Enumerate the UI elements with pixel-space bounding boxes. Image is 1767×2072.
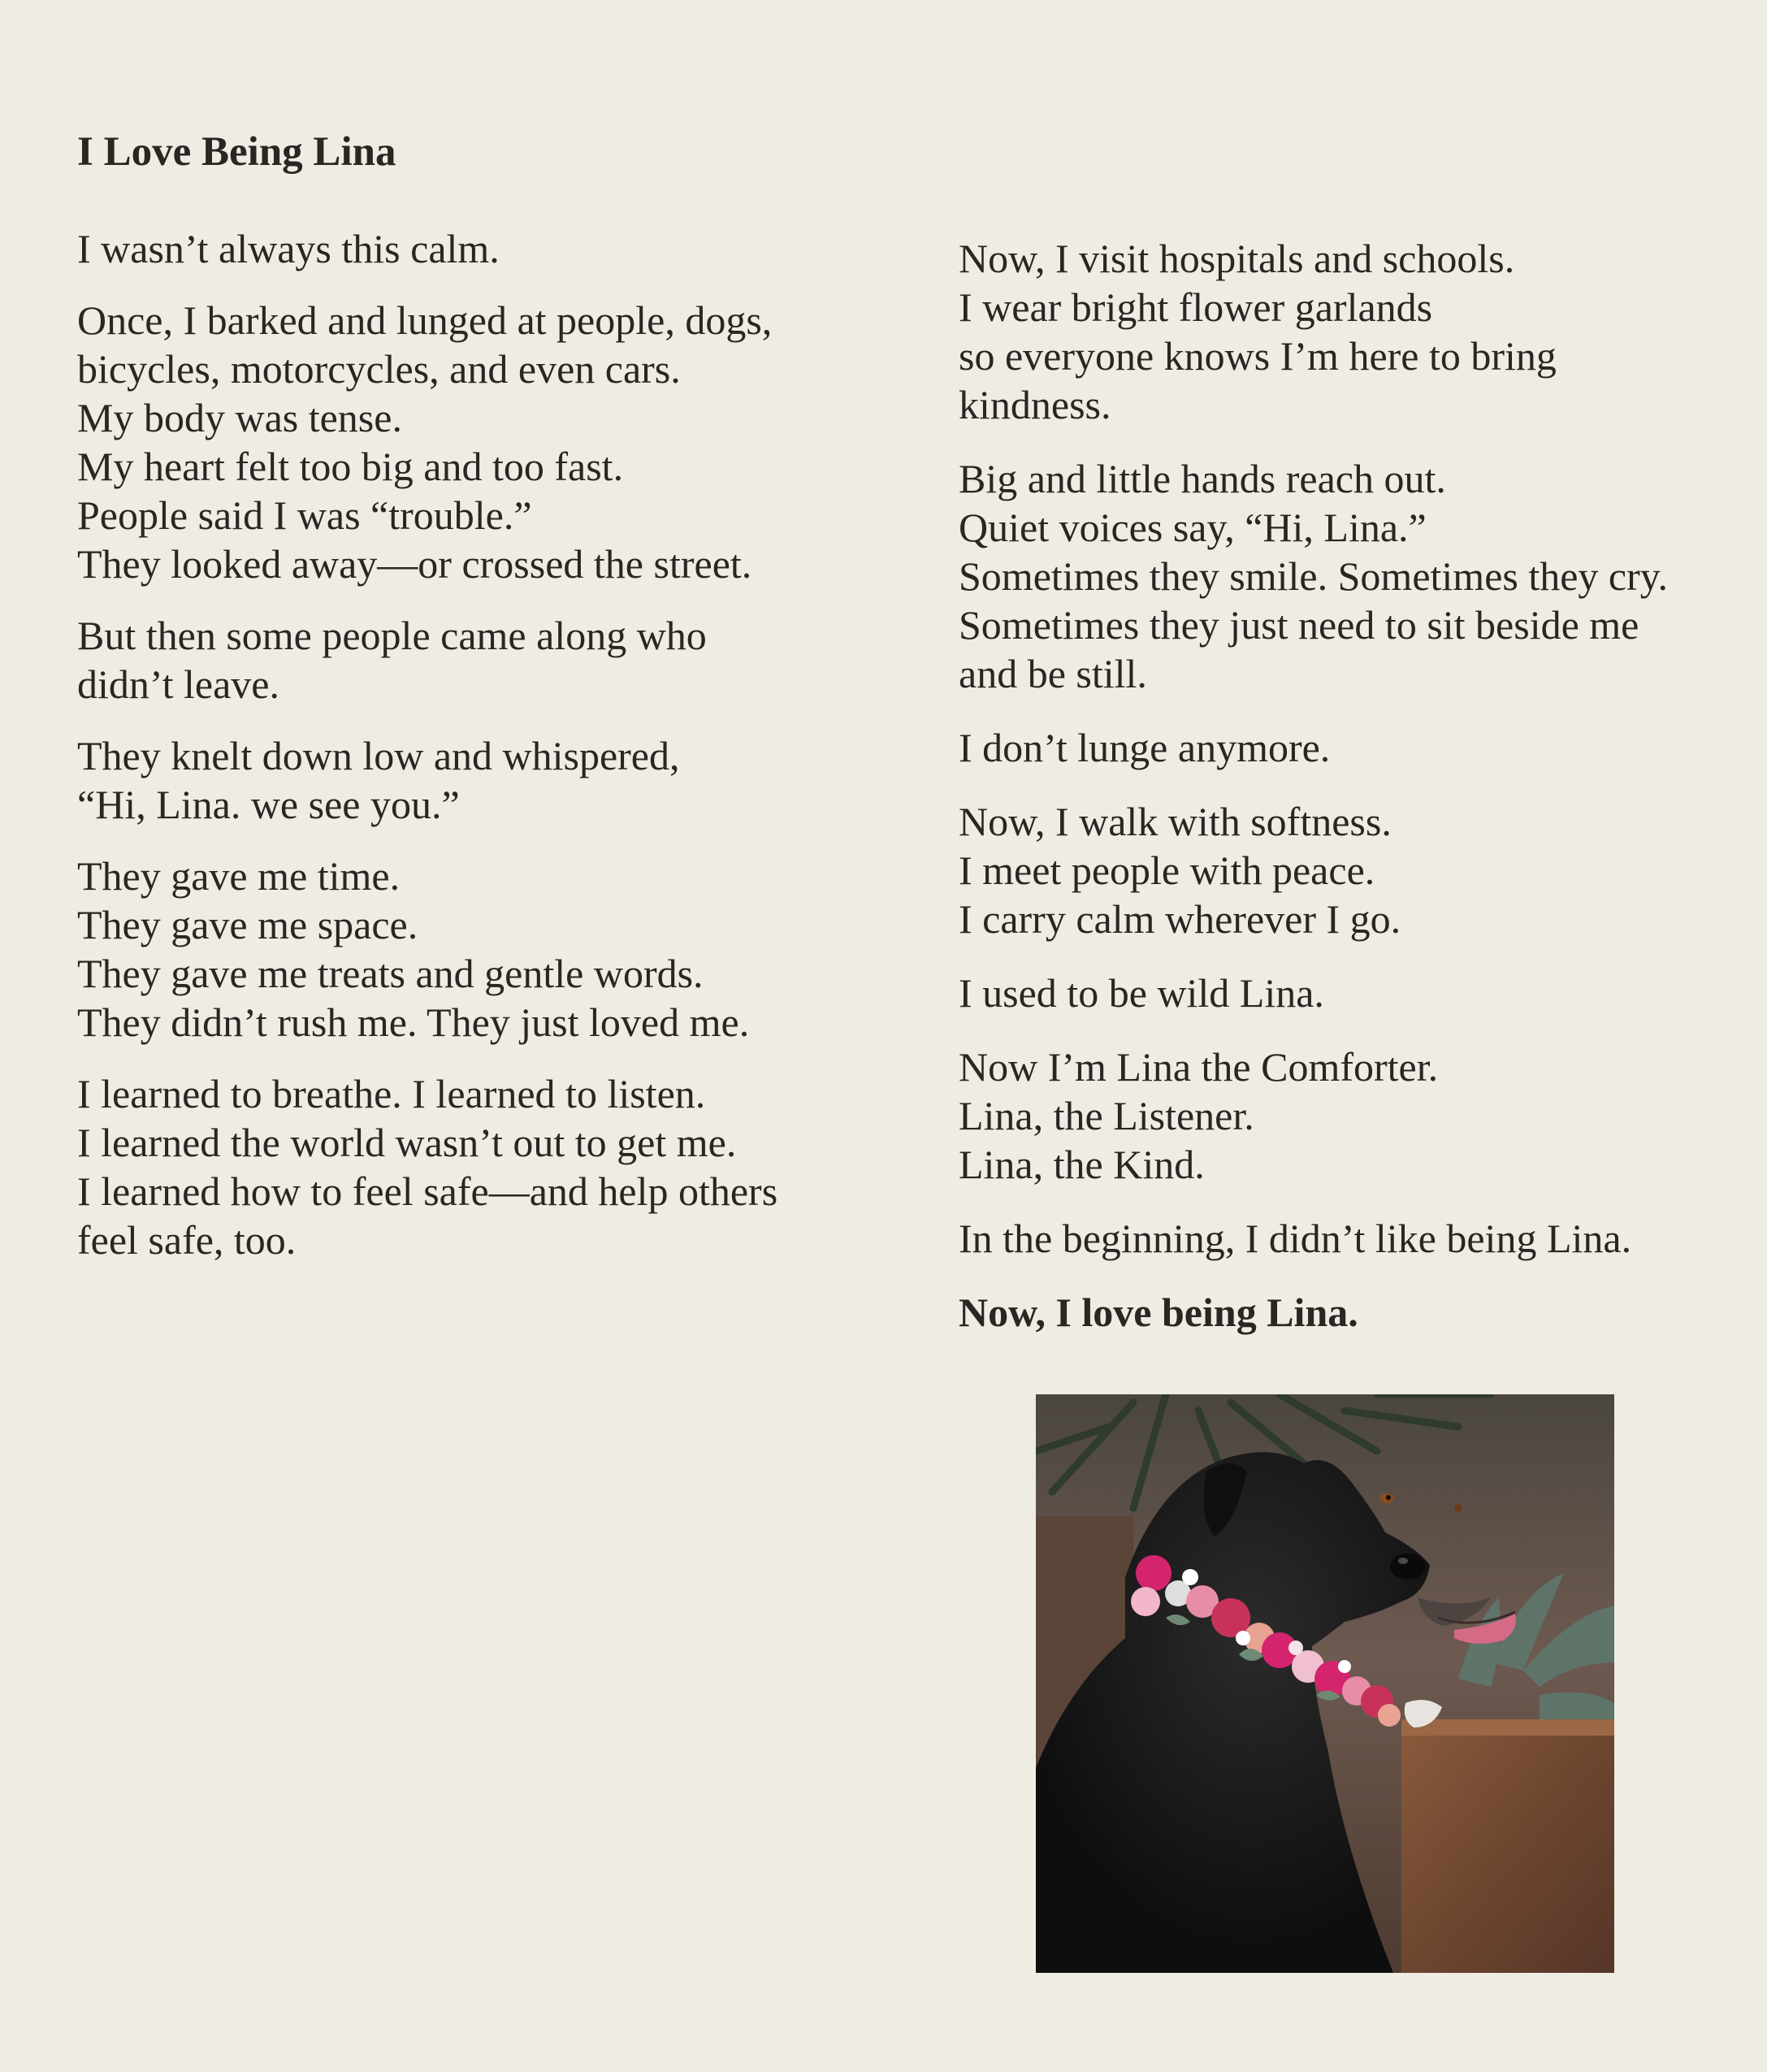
poem-line: Big and little hands reach out. [959, 456, 1446, 501]
poem-line: so everyone knows I’m here to bring [959, 333, 1557, 379]
poem-line: They knelt down low and whispered, [77, 733, 680, 778]
stanza [959, 969, 1739, 1017]
stanza [959, 797, 1739, 943]
poem-line: Now, I walk with softness. [959, 799, 1392, 844]
poem-line: But then some people came along who [77, 613, 707, 658]
poem-line: bicycles, motorcycles, and even cars. [77, 346, 681, 392]
closing-line [959, 1288, 1739, 1337]
poem-line: and be still. [959, 651, 1147, 696]
poem-line: They didn’t rush me. They just loved me. [77, 999, 750, 1045]
poem-line: I don’t lunge anymore. [959, 725, 1331, 770]
poem-line: I carry calm wherever I go. [959, 896, 1401, 942]
poem-line: I used to be wild Lina. [959, 970, 1324, 1016]
poem-line: They gave me space. [77, 902, 418, 947]
poem-line: In the beginning, I didn’t like being Lina. [959, 1216, 1632, 1261]
poem-line: I wasn’t always this calm. [77, 226, 500, 271]
poem-line: Once, I barked and lunged at people, dogs, [77, 297, 773, 343]
stanza [77, 852, 906, 1047]
rust-planter [1401, 1719, 1614, 1973]
poem-line: kindness. [959, 382, 1111, 427]
poem-line: I learned to breathe. I learned to listen. [77, 1071, 706, 1116]
poem-line: My body was tense. [77, 395, 402, 440]
poem-line: They gave me time. [77, 853, 401, 899]
poem-line: I learned the world wasn’t out to get me. [77, 1120, 737, 1165]
poem-line: Sometimes they just need to sit beside me [959, 602, 1639, 648]
poem-line: People said I was “trouble.” [77, 492, 532, 538]
poem-line: Quiet voices say, “Hi, Lina.” [959, 505, 1427, 550]
poem-line: I wear bright flower garlands [959, 284, 1433, 330]
stanza [77, 731, 906, 829]
poem-line: My heart felt too big and too fast. [77, 444, 624, 489]
poem-line: Sometimes they smile. Sometimes they cry. [959, 553, 1669, 599]
stanza [959, 1214, 1739, 1263]
poem-line: Now, I love being Lina. [959, 1290, 1358, 1335]
dog-photo [1036, 1394, 1614, 1973]
poem-line: didn’t leave. [77, 661, 279, 707]
poem-line: Lina, the Kind. [959, 1142, 1205, 1187]
poem-line: “Hi, Lina. we see you.” [77, 782, 460, 827]
poem-line: Lina, the Listener. [959, 1093, 1254, 1138]
stanza [959, 723, 1739, 772]
poem-line: I meet people with peace. [959, 847, 1375, 893]
poem-line: Now I’m Lina the Comforter. [959, 1044, 1439, 1090]
poem-line: I learned how to feel safe—and help others [77, 1168, 778, 1214]
poem-line: They gave me treats and gentle words. [77, 951, 704, 996]
poem-title: I Love Being Lina [77, 129, 396, 175]
poem-line: feel safe, too. [77, 1217, 297, 1263]
stanza [77, 224, 906, 273]
stanza [77, 296, 906, 588]
stanza [959, 234, 1739, 429]
stanza [77, 1069, 906, 1264]
stanza [959, 454, 1739, 698]
left-column [77, 224, 906, 1287]
poem-line: Now, I visit hospitals and schools. [959, 236, 1515, 281]
right-column [959, 234, 1739, 1362]
stanza [77, 611, 906, 709]
poem-line: They looked away—or crossed the street. [77, 541, 752, 587]
stanza [959, 1043, 1739, 1189]
